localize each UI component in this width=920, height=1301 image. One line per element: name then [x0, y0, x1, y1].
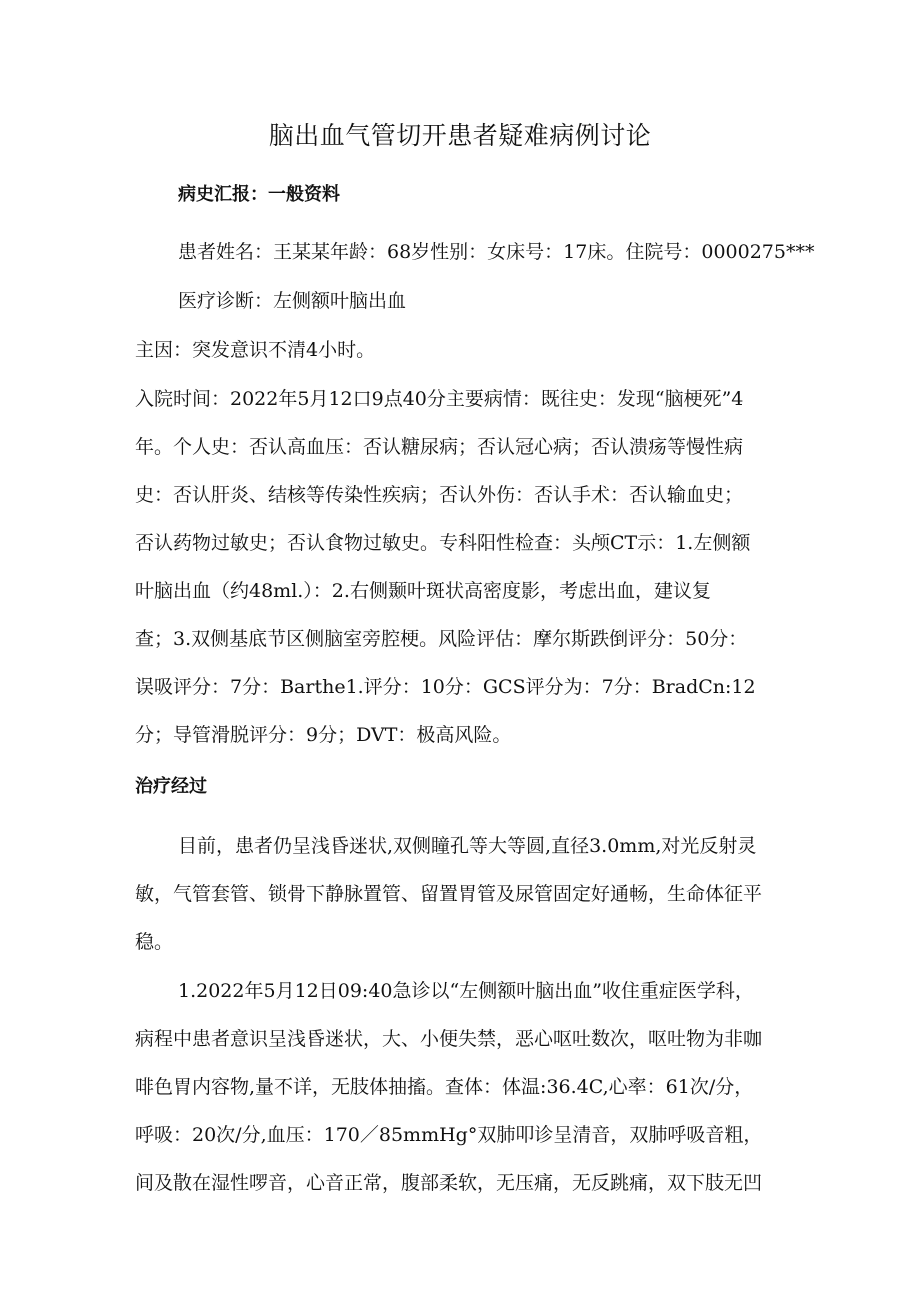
treatment-line: 1.2022年5月12日09:40急诊以“左侧额叶脑出血”收住重症医学科，: [178, 980, 754, 1002]
history-line: 主因：突发意识不清4小时。: [135, 339, 376, 361]
treatment-line: 间及散在湿性啰音，心音正常，腹部柔软，无压痛，无反跳痛，双下肢无凹: [135, 1172, 763, 1194]
treatment-line: 呼吸：20次/分,血压：170／85mmHg°双肺叩诊呈清音，双肺呼吸音粗，: [135, 1124, 763, 1146]
treatment-line: 病程中患者意识呈浅昏迷状，大、小便失禁，恶心呕吐数次，呕吐物为非咖: [135, 1028, 763, 1050]
history-line: 分；导管滑脱评分：9分；DVT：极高风险。: [135, 724, 512, 746]
diagnosis-line: 医疗诊断：左侧额叶脑出血: [178, 290, 407, 312]
treatment-line: 稳。: [135, 931, 174, 953]
section-heading-treatment: 治疗经过: [135, 776, 207, 797]
history-line: 否认药物过敏史；否认食物过敏史。专科阳性检查：头颅CT示：1.左侧额: [135, 532, 751, 554]
treatment-line: 敏，气管套管、锁骨下静脉置管、留置胃管及尿管固定好通畅，生命体征平: [135, 883, 763, 905]
document-title: 脑出血气管切开患者疑难病例讨论: [268, 121, 652, 150]
history-line: 叶脑出血（约48ml.）：2.右侧颞叶斑状高密度影，考虑出血，建议复: [135, 580, 711, 602]
treatment-line: 啡色胃内容物,量不详，无肢体抽搐。查体：体温:36.4C,心率：61次/分，: [135, 1076, 754, 1098]
section-heading-history: 病史汇报：一般资料: [178, 184, 340, 205]
patient-info-line: 患者姓名：王某某年龄：68岁性别：女床号：17床。住院号：0000275***: [178, 241, 815, 263]
history-line: 史：否认肝炎、结核等传染性疾病；否认外伤：否认手术：否认输血史；: [135, 484, 744, 506]
history-line: 查；3.双侧基底节区侧脑室旁腔梗。风险评估：摩尔斯跌倒评分：50分：: [135, 628, 748, 650]
history-line: 误吸评分：7分：Barthe1.评分：10分：GCS评分为：7分：BradCn:12: [135, 676, 756, 698]
history-line: 年。个人史：否认高血压：否认糖尿病；否认冠心病；否认溃疡等慢性病: [135, 436, 744, 458]
history-line: 入院时间：2022年5月12口9点40分主要病情：既往史：发现“脑梗死”4: [135, 388, 744, 410]
treatment-line: 目前，患者仍呈浅昏迷状,双侧瞳孔等大等圆,直径3.0mm,对光反射灵: [178, 835, 757, 857]
